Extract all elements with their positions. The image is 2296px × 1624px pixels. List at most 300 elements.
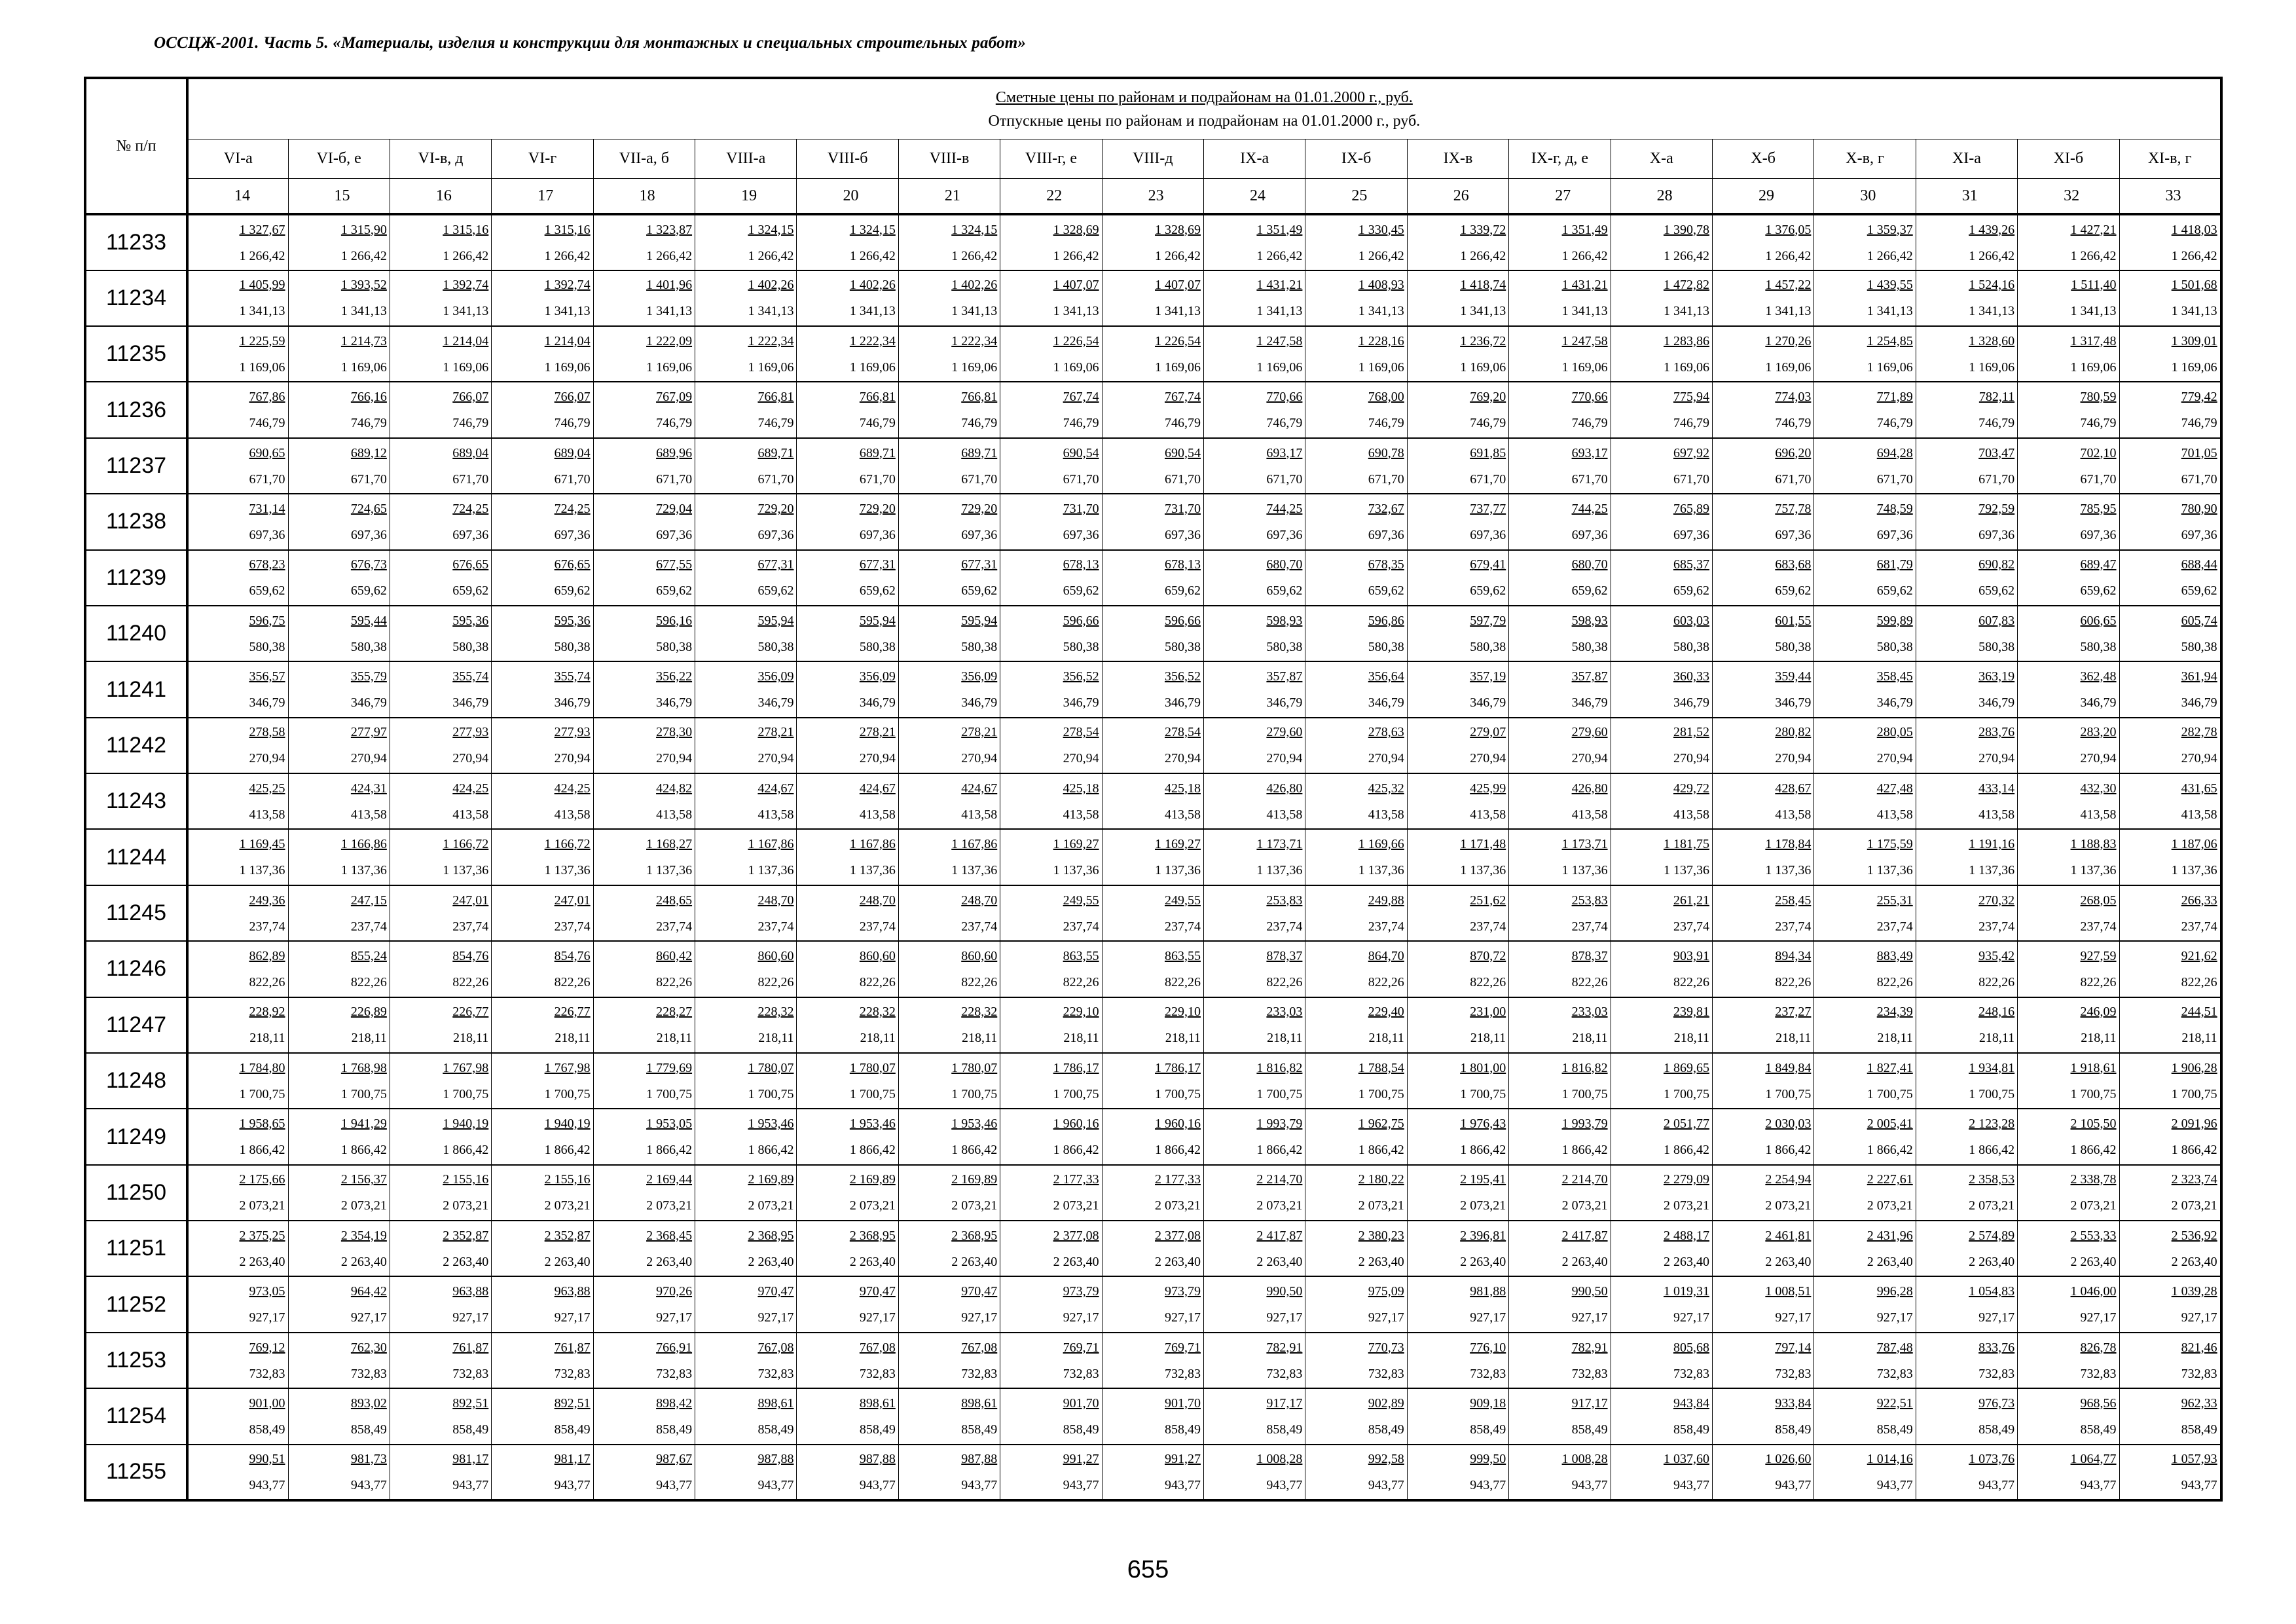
estimated-price: 1 351,49 [1256,222,1303,237]
estimated-price: 987,88 [757,1451,794,1466]
release-price: 858,49 [2080,1422,2117,1437]
price-cell [1305,1333,1407,1388]
price-cell [187,997,288,1053]
price-cell [1916,1221,2017,1276]
price-cell [898,1276,1000,1332]
estimated-price: 278,21 [961,725,998,740]
estimated-price: 1 953,46 [748,1116,794,1132]
release-price: 1 700,75 [239,1086,285,1101]
table-row [85,1388,2221,1444]
price-cell [2018,1445,2119,1500]
price-cell [288,494,390,549]
release-price: 1 266,42 [443,248,489,263]
estimated-price: 2 214,70 [1256,1172,1303,1187]
release-price: 1 700,75 [1867,1086,1913,1101]
release-price: 1 137,36 [1053,863,1099,878]
price-cell [1916,997,2017,1053]
estimated-price: 1 940,19 [544,1116,591,1132]
price-cell [695,606,797,661]
price-cell [1000,1109,1102,1164]
release-price: 1 700,75 [2171,1086,2217,1101]
estimated-price: 696,20 [1775,445,1812,460]
estimated-price: 1 767,98 [443,1060,489,1075]
price-cell [187,270,288,326]
estimated-price: 248,70 [961,893,998,908]
price-cell [2119,1053,2221,1109]
release-price: 1 341,13 [1561,304,1608,319]
table-row [85,214,2221,270]
price-cell [1204,997,1305,1053]
price-cell [390,718,491,773]
row-number: 11236 [85,382,187,437]
release-price: 580,38 [757,639,794,654]
row-number: 11233 [85,214,187,270]
price-cell [1407,1276,1508,1332]
price-cell [593,1333,695,1388]
estimated-price: 1 178,84 [1765,837,1812,852]
region-header: VII-а, б [593,139,695,178]
price-cell [390,1053,491,1109]
estimated-price: 893,02 [350,1395,387,1411]
release-price: 943,77 [350,1477,387,1492]
table-row [85,606,2221,661]
release-price: 1 341,13 [748,304,794,319]
estimated-price: 943,84 [1673,1395,1709,1411]
price-cell [187,718,288,773]
price-cell [2119,829,2221,885]
price-cell [1611,606,1712,661]
price-cell [695,885,797,941]
price-cell [2018,941,2119,997]
release-price: 218,11 [1470,1031,1506,1046]
release-price: 580,38 [1571,639,1608,654]
region-header: VIII-в [898,139,1000,178]
price-cell [898,885,1000,941]
estimated-price: 233,03 [1571,1005,1608,1020]
release-price: 1 169,06 [443,360,489,375]
estimated-price: 1 431,21 [1561,278,1608,293]
estimated-price: 973,05 [249,1284,285,1299]
release-price: 1 266,42 [951,248,998,263]
price-cell [898,550,1000,606]
release-price: 2 263,40 [1053,1254,1099,1269]
price-cell [390,1445,491,1500]
price-cell [1305,1388,1407,1444]
price-cell [1814,773,1916,829]
price-cell [695,1276,797,1332]
release-price: 237,74 [1266,919,1303,934]
release-price: 2 073,21 [1256,1198,1303,1213]
release-price: 2 263,40 [748,1254,794,1269]
price-cell [1305,1276,1407,1332]
estimated-price: 2 214,70 [1561,1172,1608,1187]
price-cell [1712,1445,1813,1500]
price-cell [898,270,1000,326]
price-cell [1814,326,1916,382]
release-price: 580,38 [656,639,693,654]
price-cell [898,829,1000,885]
price-cell [1305,661,1407,717]
price-cell [1712,829,1813,885]
price-cell [390,1221,491,1276]
price-cell [1204,885,1305,941]
estimated-price: 599,89 [1876,613,1913,628]
release-price: 2 073,21 [2171,1198,2217,1213]
price-cell [1814,214,1916,270]
release-price: 927,17 [1673,1310,1709,1325]
release-price: 927,17 [2080,1310,2117,1325]
release-price: 659,62 [656,583,693,599]
table-row [85,438,2221,494]
price-cell [1712,494,1813,549]
price-cell [1102,438,1203,494]
release-price: 1 341,13 [849,304,896,319]
price-cell [898,326,1000,382]
price-cell [1000,829,1102,885]
price-cell [593,1053,695,1109]
release-price: 2 073,21 [443,1198,489,1213]
estimated-price: 826,78 [2080,1340,2117,1355]
price-cell [1814,1388,1916,1444]
price-cell [187,773,288,829]
price-cell [2119,438,2221,494]
release-price: 732,83 [859,1366,896,1381]
price-cell [492,606,593,661]
price-cell [2119,661,2221,717]
estimated-price: 731,70 [1165,501,1201,516]
price-cell [695,1165,797,1221]
release-price: 746,79 [1673,416,1709,431]
release-price: 237,74 [452,919,489,934]
price-cell [1916,885,2017,941]
price-cell [1000,1445,1102,1500]
price-cell [1611,718,1712,773]
price-cell [797,1276,898,1332]
table-row [85,773,2221,829]
price-cell [1509,494,1611,549]
price-cell [492,1333,593,1388]
estimated-price: 429,72 [1673,781,1709,796]
release-price: 413,58 [1775,807,1812,822]
price-cell [797,997,898,1053]
price-cell [1611,1388,1712,1444]
release-price: 671,70 [961,471,998,487]
price-cell [1509,270,1611,326]
price-cell [1102,550,1203,606]
row-number: 11239 [85,550,187,606]
release-price: 659,62 [2181,583,2217,599]
release-price: 270,94 [249,751,285,766]
price-cell [1305,438,1407,494]
regions-header-row [85,139,2221,178]
release-price: 927,17 [1266,1310,1303,1325]
row-number: 11249 [85,1109,187,1164]
price-cell [288,829,390,885]
release-price: 1 137,36 [1155,863,1201,878]
price-cell [187,550,288,606]
price-cell [797,438,898,494]
release-price: 346,79 [2181,695,2217,710]
estimated-price: 2 368,45 [646,1228,693,1243]
estimated-price: 1 169,66 [1358,837,1404,852]
release-price: 943,77 [1978,1477,2015,1492]
price-cell [1102,1388,1203,1444]
release-price: 413,58 [757,807,794,822]
release-price: 858,49 [1876,1422,1913,1437]
estimated-price: 898,61 [757,1395,794,1411]
release-price: 943,77 [1775,1477,1812,1492]
release-price: 218,11 [453,1031,489,1046]
price-cell [492,773,593,829]
release-price: 1 169,06 [2070,360,2117,375]
release-price: 218,11 [555,1031,591,1046]
estimated-price: 855,24 [350,948,387,963]
release-price: 697,36 [554,527,591,542]
release-price: 1 700,75 [748,1086,794,1101]
price-cell [1000,997,1102,1053]
price-cell [2018,1053,2119,1109]
estimated-price: 597,79 [1470,613,1506,628]
price-cell [1611,1109,1712,1164]
release-price: 1 169,06 [1460,360,1506,375]
release-price: 1 866,42 [443,1143,489,1158]
price-cell [898,214,1000,270]
release-price: 1 700,75 [1460,1086,1506,1101]
price-cell [1000,1388,1102,1444]
price-cell [797,494,898,549]
release-price: 237,74 [1571,919,1608,934]
price-cell [1509,941,1611,997]
price-cell [1305,1053,1407,1109]
release-price: 346,79 [1571,695,1608,710]
estimated-price: 678,35 [1368,557,1404,572]
price-cell [1102,1333,1203,1388]
estimated-price: 703,47 [1978,445,2015,460]
price-cell [1814,438,1916,494]
release-price: 659,62 [249,583,285,599]
price-cell [1407,550,1508,606]
price-cell [1102,494,1203,549]
release-price: 218,11 [1267,1031,1303,1046]
estimated-price: 689,04 [554,445,591,460]
estimated-price: 2 396,81 [1460,1228,1506,1243]
price-cell [1611,1165,1712,1221]
price-cell [1102,718,1203,773]
release-price: 927,17 [1978,1310,2015,1325]
estimated-price: 991,27 [1063,1451,1099,1466]
estimated-price: 253,83 [1571,893,1608,908]
price-cell [187,606,288,661]
release-price: 580,38 [2181,639,2217,654]
price-cell [1305,997,1407,1053]
estimated-price: 870,72 [1470,948,1506,963]
release-price: 2 073,21 [951,1198,998,1213]
region-header: VIII-а [695,139,797,178]
release-price: 746,79 [350,416,387,431]
release-price: 822,26 [1063,974,1099,989]
estimated-price: 935,42 [1978,948,2015,963]
price-cell [2119,550,2221,606]
estimated-price: 860,60 [859,948,896,963]
release-price: 943,77 [2080,1477,2117,1492]
price-cell [187,1109,288,1164]
estimated-price: 424,82 [656,781,693,796]
price-cell [1102,1221,1203,1276]
price-cell [492,1165,593,1221]
price-cell [1814,1165,1916,1221]
release-price: 732,83 [1165,1366,1201,1381]
price-cell [187,214,288,270]
price-cell [288,326,390,382]
estimated-price: 729,20 [757,501,794,516]
estimated-price: 1 816,82 [1256,1060,1303,1075]
estimated-price: 1 309,01 [2171,333,2217,348]
price-cell [2018,326,2119,382]
release-price: 746,79 [452,416,489,431]
estimated-price: 1 993,79 [1256,1116,1303,1132]
estimated-price: 1 940,19 [443,1116,489,1132]
estimated-price: 1 418,03 [2171,222,2217,237]
estimated-price: 724,25 [554,501,591,516]
estimated-price: 898,42 [656,1395,693,1411]
price-cell [1916,494,2017,549]
estimated-price: 1 026,60 [1765,1451,1812,1466]
release-price: 943,77 [249,1477,285,1492]
price-cell [1000,550,1102,606]
estimated-price: 776,10 [1470,1340,1506,1355]
release-price: 659,62 [1571,583,1608,599]
release-price: 927,17 [1571,1310,1608,1325]
table-row [85,661,2221,717]
estimated-price: 2 155,16 [443,1172,489,1187]
release-price: 270,94 [859,751,896,766]
release-price: 1 169,06 [1765,360,1812,375]
release-price: 671,70 [2181,471,2217,487]
price-cell [797,1333,898,1388]
release-price: 732,83 [1571,1366,1608,1381]
release-price: 822,26 [1775,974,1812,989]
estimated-price: 724,25 [452,501,489,516]
estimated-price: 770,73 [1368,1340,1404,1355]
release-price: 858,49 [757,1422,794,1437]
price-cell [797,885,898,941]
price-cell [1712,941,1813,997]
release-price: 1 169,06 [849,360,896,375]
column-numbers-row [85,178,2221,214]
release-price: 822,26 [1266,974,1303,989]
column-number: 22 [1000,178,1102,214]
region-header: XI-б [2018,139,2119,178]
price-cell [797,550,898,606]
estimated-price: 228,32 [859,1005,896,1020]
estimated-price: 1 390,78 [1663,222,1709,237]
price-cell [1407,829,1508,885]
release-price: 1 137,36 [646,863,693,878]
release-price: 580,38 [1978,639,2015,654]
estimated-price: 677,55 [656,557,693,572]
price-cell [1712,606,1813,661]
release-price: 927,17 [350,1310,387,1325]
estimated-price: 1 073,76 [1969,1451,2015,1466]
release-price: 580,38 [1876,639,1913,654]
price-cell [492,1221,593,1276]
price-cell [2119,382,2221,437]
table-title [187,78,2221,139]
price-cell [2018,382,2119,437]
price-cell [288,1388,390,1444]
release-price: 1 137,36 [443,863,489,878]
release-price: 218,11 [1877,1031,1913,1046]
price-cell [1916,718,2017,773]
estimated-price: 782,91 [1266,1340,1303,1355]
title-estimated-prices: Сметные цены по районам и подрайонам на 01.01.2000 г., руб. [995,88,1413,106]
release-price: 927,17 [961,1310,998,1325]
estimated-price: 732,67 [1368,501,1404,516]
estimated-price: 1 439,55 [1867,278,1913,293]
release-price: 1 266,42 [1867,248,1913,263]
release-price: 413,58 [1470,807,1506,822]
release-price: 413,58 [961,807,998,822]
estimated-price: 1 169,27 [1155,837,1201,852]
price-cell [1916,1165,2017,1221]
price-cell [1814,718,1916,773]
release-price: 270,94 [656,751,693,766]
table-row [85,1276,2221,1332]
estimated-price: 1 339,72 [1460,222,1506,237]
price-cell [1611,494,1712,549]
price-cell [1611,997,1712,1053]
row-number: 11243 [85,773,187,829]
price-cell [1305,829,1407,885]
release-price: 1 866,42 [1561,1143,1608,1158]
column-number: 26 [1407,178,1508,214]
estimated-price: 678,13 [1063,557,1099,572]
price-cell [2018,997,2119,1053]
release-price: 346,79 [961,695,998,710]
release-price: 746,79 [757,416,794,431]
release-price: 746,79 [1266,416,1303,431]
release-price: 927,17 [452,1310,489,1325]
row-number: 11252 [85,1276,187,1332]
estimated-price: 767,09 [656,390,693,405]
estimated-price: 1 166,86 [340,837,387,852]
estimated-price: 280,05 [1876,725,1913,740]
price-cell [1814,661,1916,717]
estimated-price: 1 175,59 [1867,837,1913,852]
release-price: 732,83 [1470,1366,1506,1381]
release-price: 822,26 [452,974,489,989]
price-cell [390,550,491,606]
release-price: 237,74 [350,919,387,934]
release-price: 346,79 [554,695,591,710]
row-number: 11245 [85,885,187,941]
release-price: 2 263,40 [443,1254,489,1269]
price-cell [2119,326,2221,382]
release-price: 413,58 [452,807,489,822]
release-price: 746,79 [961,416,998,431]
estimated-price: 981,73 [350,1451,387,1466]
release-price: 270,94 [1571,751,1608,766]
estimated-price: 990,51 [249,1451,285,1466]
estimated-price: 424,67 [961,781,998,796]
estimated-price: 909,18 [1470,1395,1506,1411]
estimated-price: 697,92 [1673,445,1709,460]
release-price: 927,17 [249,1310,285,1325]
estimated-price: 878,37 [1571,948,1608,963]
release-price: 1 169,06 [1867,360,1913,375]
release-price: 732,83 [1673,1366,1709,1381]
estimated-price: 769,71 [1165,1340,1201,1355]
